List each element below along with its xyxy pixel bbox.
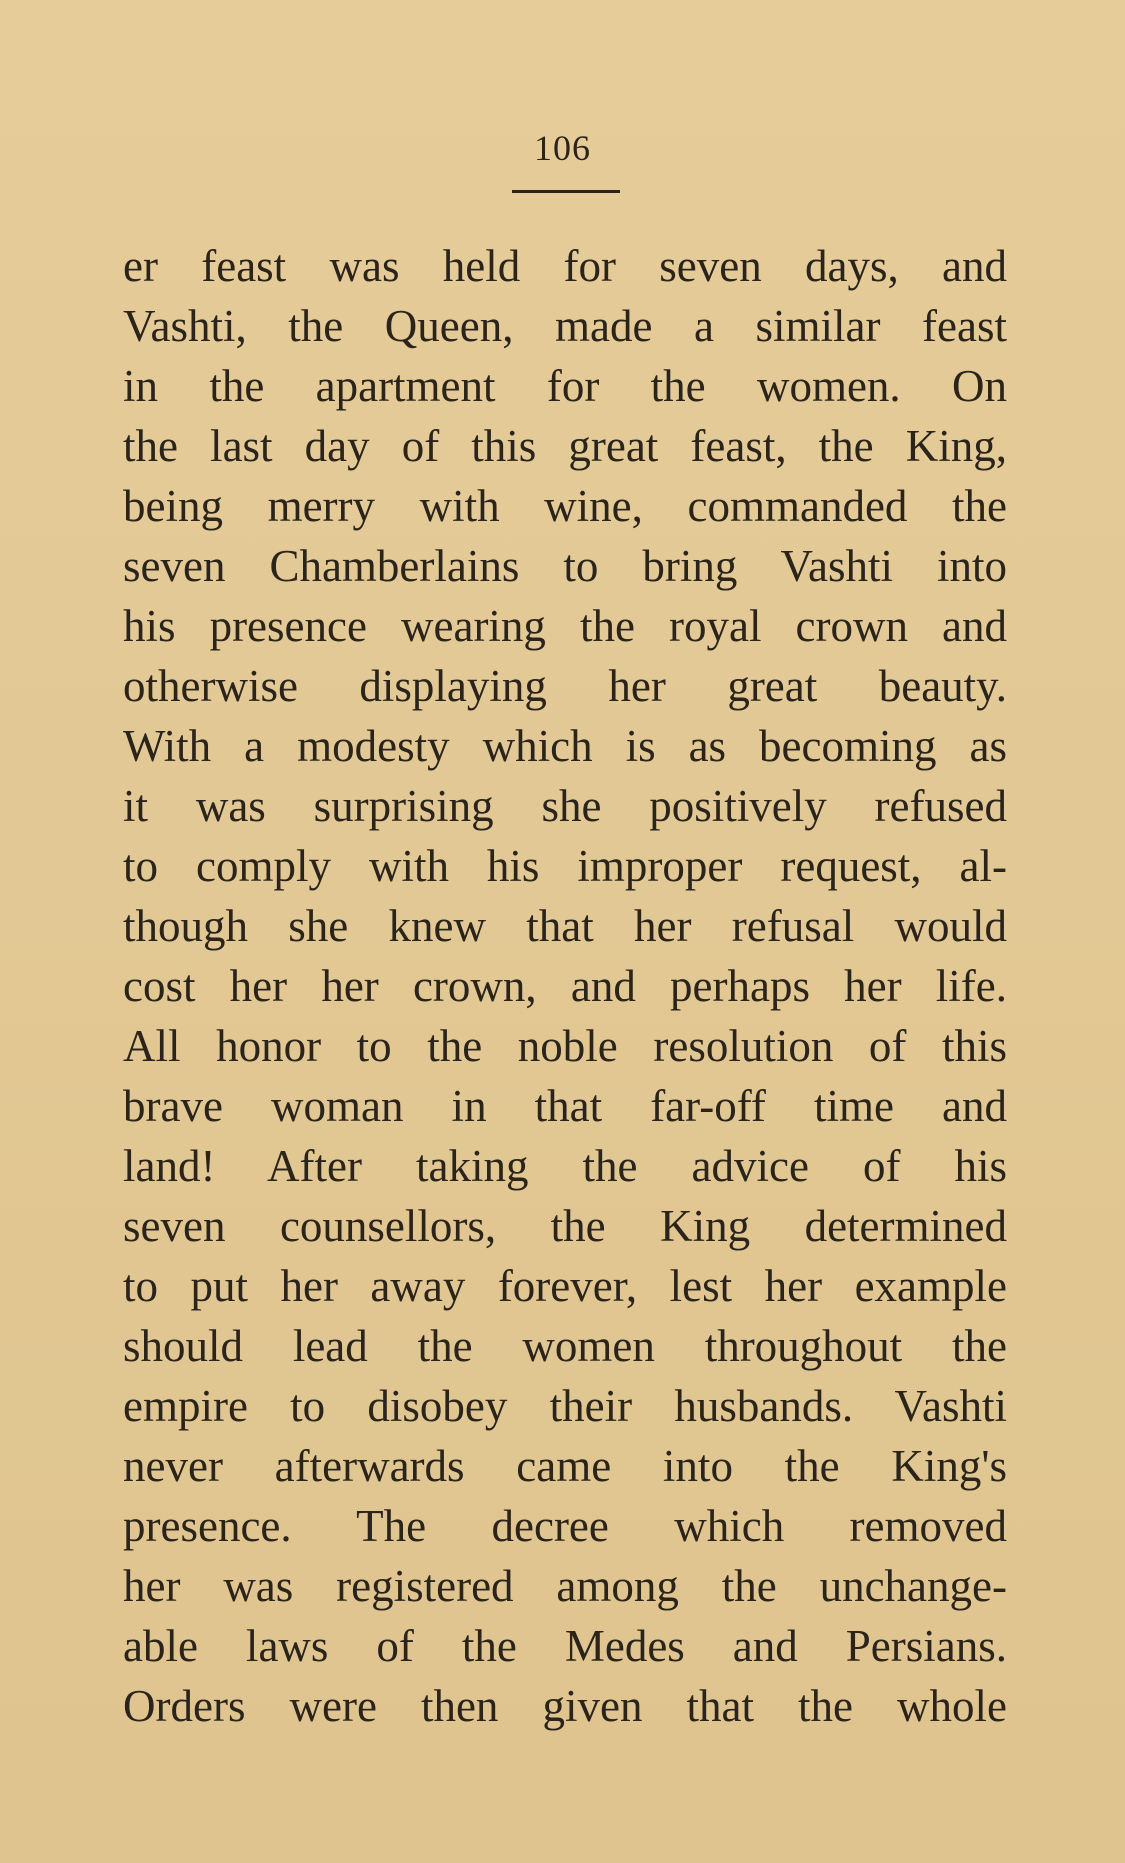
text-line: All honor to the noble resolution of this <box>123 1021 1007 1071</box>
text-line: brave woman in that far-off time and <box>123 1081 1007 1131</box>
text-line: land! After taking the advice of his <box>123 1141 1007 1191</box>
text-line: seven Chamberlains to bring Vashti into <box>123 541 1007 591</box>
text-line: presence. The decree which removed <box>123 1501 1007 1551</box>
text-line: her was registered among the unchange- <box>123 1561 1007 1611</box>
text-line: to put her away forever, lest her example <box>123 1261 1007 1311</box>
text-line: never afterwards came into the King's <box>123 1441 1007 1491</box>
header-rule <box>512 190 620 193</box>
page-number: 106 <box>534 128 591 168</box>
text-line: er feast was held for seven days, and <box>123 241 1007 291</box>
text-line: empire to disobey their husbands. Vashti <box>123 1381 1007 1431</box>
text-line: Vashti, the Queen, made a similar feast <box>123 301 1007 351</box>
text-line: to comply with his improper request, al- <box>123 841 1007 891</box>
text-line: his presence wearing the royal crown and <box>123 601 1007 651</box>
text-line: in the apartment for the women. On <box>123 361 1007 411</box>
text-line: the last day of this great feast, the King, <box>123 421 1007 471</box>
text-line: seven counsellors, the King determined <box>123 1201 1007 1251</box>
text-line: able laws of the Medes and Persians. <box>123 1621 1007 1671</box>
text-line: though she knew that her refusal would <box>123 901 1007 951</box>
text-line: cost her her crown, and perhaps her life. <box>123 961 1007 1011</box>
body-text <box>123 236 1007 1736</box>
text-line: it was surprising she positively refused <box>123 781 1007 831</box>
text-line: otherwise displaying her great beauty. <box>123 661 1007 711</box>
text-line: Orders were then given that the whole <box>123 1681 1007 1731</box>
text-line: being merry with wine, commanded the <box>123 481 1007 531</box>
text-line: should lead the women throughout the <box>123 1321 1007 1371</box>
text-line: With a modesty which is as becoming as <box>123 721 1007 771</box>
